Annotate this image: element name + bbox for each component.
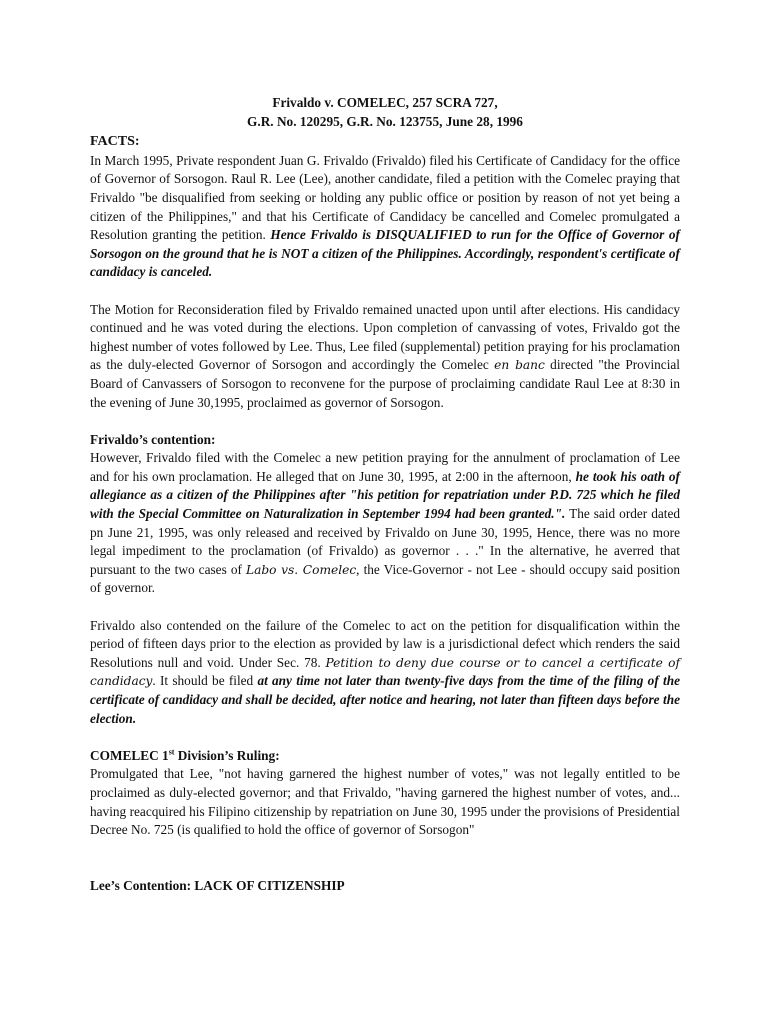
facts-paragraph-1 bbox=[90, 152, 680, 282]
facts-p2-text-a: The Motion for Reconsideration filed by Frivaldo remained unacted upon until after elections. His candidacy continued and he was voted during the elections. Upon completion of canvassing of votes, Frivaldo got the highest number of votes followed by Lee. Thus, Lee filed (supplemental) petition praying for his proclamation as the duly-elected Governor of Sorsogon and accordingly the Comelec bbox=[90, 301, 680, 373]
ruling-heading-text-b: Division’s Ruling: bbox=[174, 747, 280, 763]
facts-paragraph-2 bbox=[90, 301, 680, 413]
case-citation: G.R. No. 120295, G.R. No. 123755, June 28, 1996 bbox=[247, 113, 523, 129]
contention-p1-italic: Labo vs. Comelec bbox=[246, 562, 357, 577]
contention-p1-emphasis: he took his oath of allegiance as a citizen of the Philippines after "his petition for repatriation under P.D. 725 which he filed with the Special Committee on Naturalization in September 1994 had been granted.". bbox=[90, 468, 680, 522]
facts-heading: FACTS: bbox=[90, 134, 140, 150]
contention-p2-emphasis: at any time not later than twenty-five days from the time of the filing of the certificate of candidacy and shall be decided, after notice and hearing, not later than fifteen days before the election. bbox=[90, 673, 680, 726]
contention-paragraph-2 bbox=[90, 617, 680, 729]
case-title: Frivaldo v. COMELEC, 257 SCRA 727, bbox=[272, 95, 498, 110]
ruling-heading-text-a: COMELEC 1 bbox=[90, 747, 169, 763]
facts-p2-text-b: directed "the Provincial Board of Canvassers of Sorsogon to reconvene for the purpose of proclaiming candidate Raul Lee at 8:30 in the evening of June 30,1995, proclaimed as governor of Sorsogon. bbox=[90, 357, 680, 410]
contention-p2-text-a: Frivaldo also contended on the failure of the Comelec to act on the petition for disqualification within the period of fifteen days prior to the election as provided by law is a jurisdictional defect which renders the said Resolutions null and void. Under Sec. 78. bbox=[90, 617, 680, 670]
document-page bbox=[90, 0, 680, 895]
contention-heading: Frivaldo’s contention: bbox=[90, 431, 216, 447]
contention-p2-text-b: . It should be filed bbox=[152, 673, 258, 689]
facts-p1-text: In March 1995, Private respondent Juan G. Frivaldo (Frivaldo) filed his Certificate of Candidacy for the office of Governor of Sorsogon. Raul R. Lee (Lee), another candidate, filed a petition with the Comelec praying that Frivaldo "be disqualified from seeking or holding any public office or position by reason of not yet being a citizen of the Philippines," and that his Certificate of Candidacy be cancelled and Comelec promulgated a Resolution granting the petition. bbox=[90, 152, 680, 243]
ruling-heading-sup: st bbox=[168, 747, 175, 757]
contention-p1-text-a: However, Frivaldo filed with the Comelec a new petition praying for the annulment of proclamation of Lee and for his own proclamation. He alleged that on June 30, 1995, at 2:00 in the afternoon, bbox=[90, 450, 680, 484]
contention-p1-text-b: The said order dated pn June 21, 1995, was only released and received by Frivaldo on June 30, 1995, Hence, there was no more legal impediment to the proclamation (of Frivaldo) as governor . . ." In the alternative, he averred that pursuant to the two cases of bbox=[90, 506, 681, 577]
contention-paragraph-1 bbox=[90, 449, 680, 598]
contention-p2-italic: Petition to deny due course or to cancel a certificate of candidacy bbox=[90, 655, 680, 689]
facts-p1-emphasis: Hence Frivaldo is DISQUALIFIED to run for the Office of Governor of Sorsogon on the ground that he is NOT a citizen of the Philippines. Accordingly, respondent's certificate of candidacy is canceled. bbox=[90, 227, 680, 280]
ruling-heading bbox=[90, 747, 680, 766]
ruling-paragraph: Promulgated that Lee, "not having garnered the highest number of votes," was not legally entitled to be proclaimed as duly-elected governor; and that Frivaldo, "having garnered the highest number of votes, and... having reacquired his Filipino citizenship by repatriation on June 30, 1995 under the provisions of Presidential Decree No. 725 (is qualified to hold the office of governor of Sorsogon" bbox=[90, 766, 680, 838]
contention-p1-text-c: , the Vice-Governor - not Lee - should occupy said position of governor. bbox=[90, 561, 680, 596]
facts-p2-italic: en banc bbox=[494, 358, 545, 373]
lee-heading: Lee’s Contention: LACK OF CITIZENSHIP bbox=[90, 877, 345, 893]
